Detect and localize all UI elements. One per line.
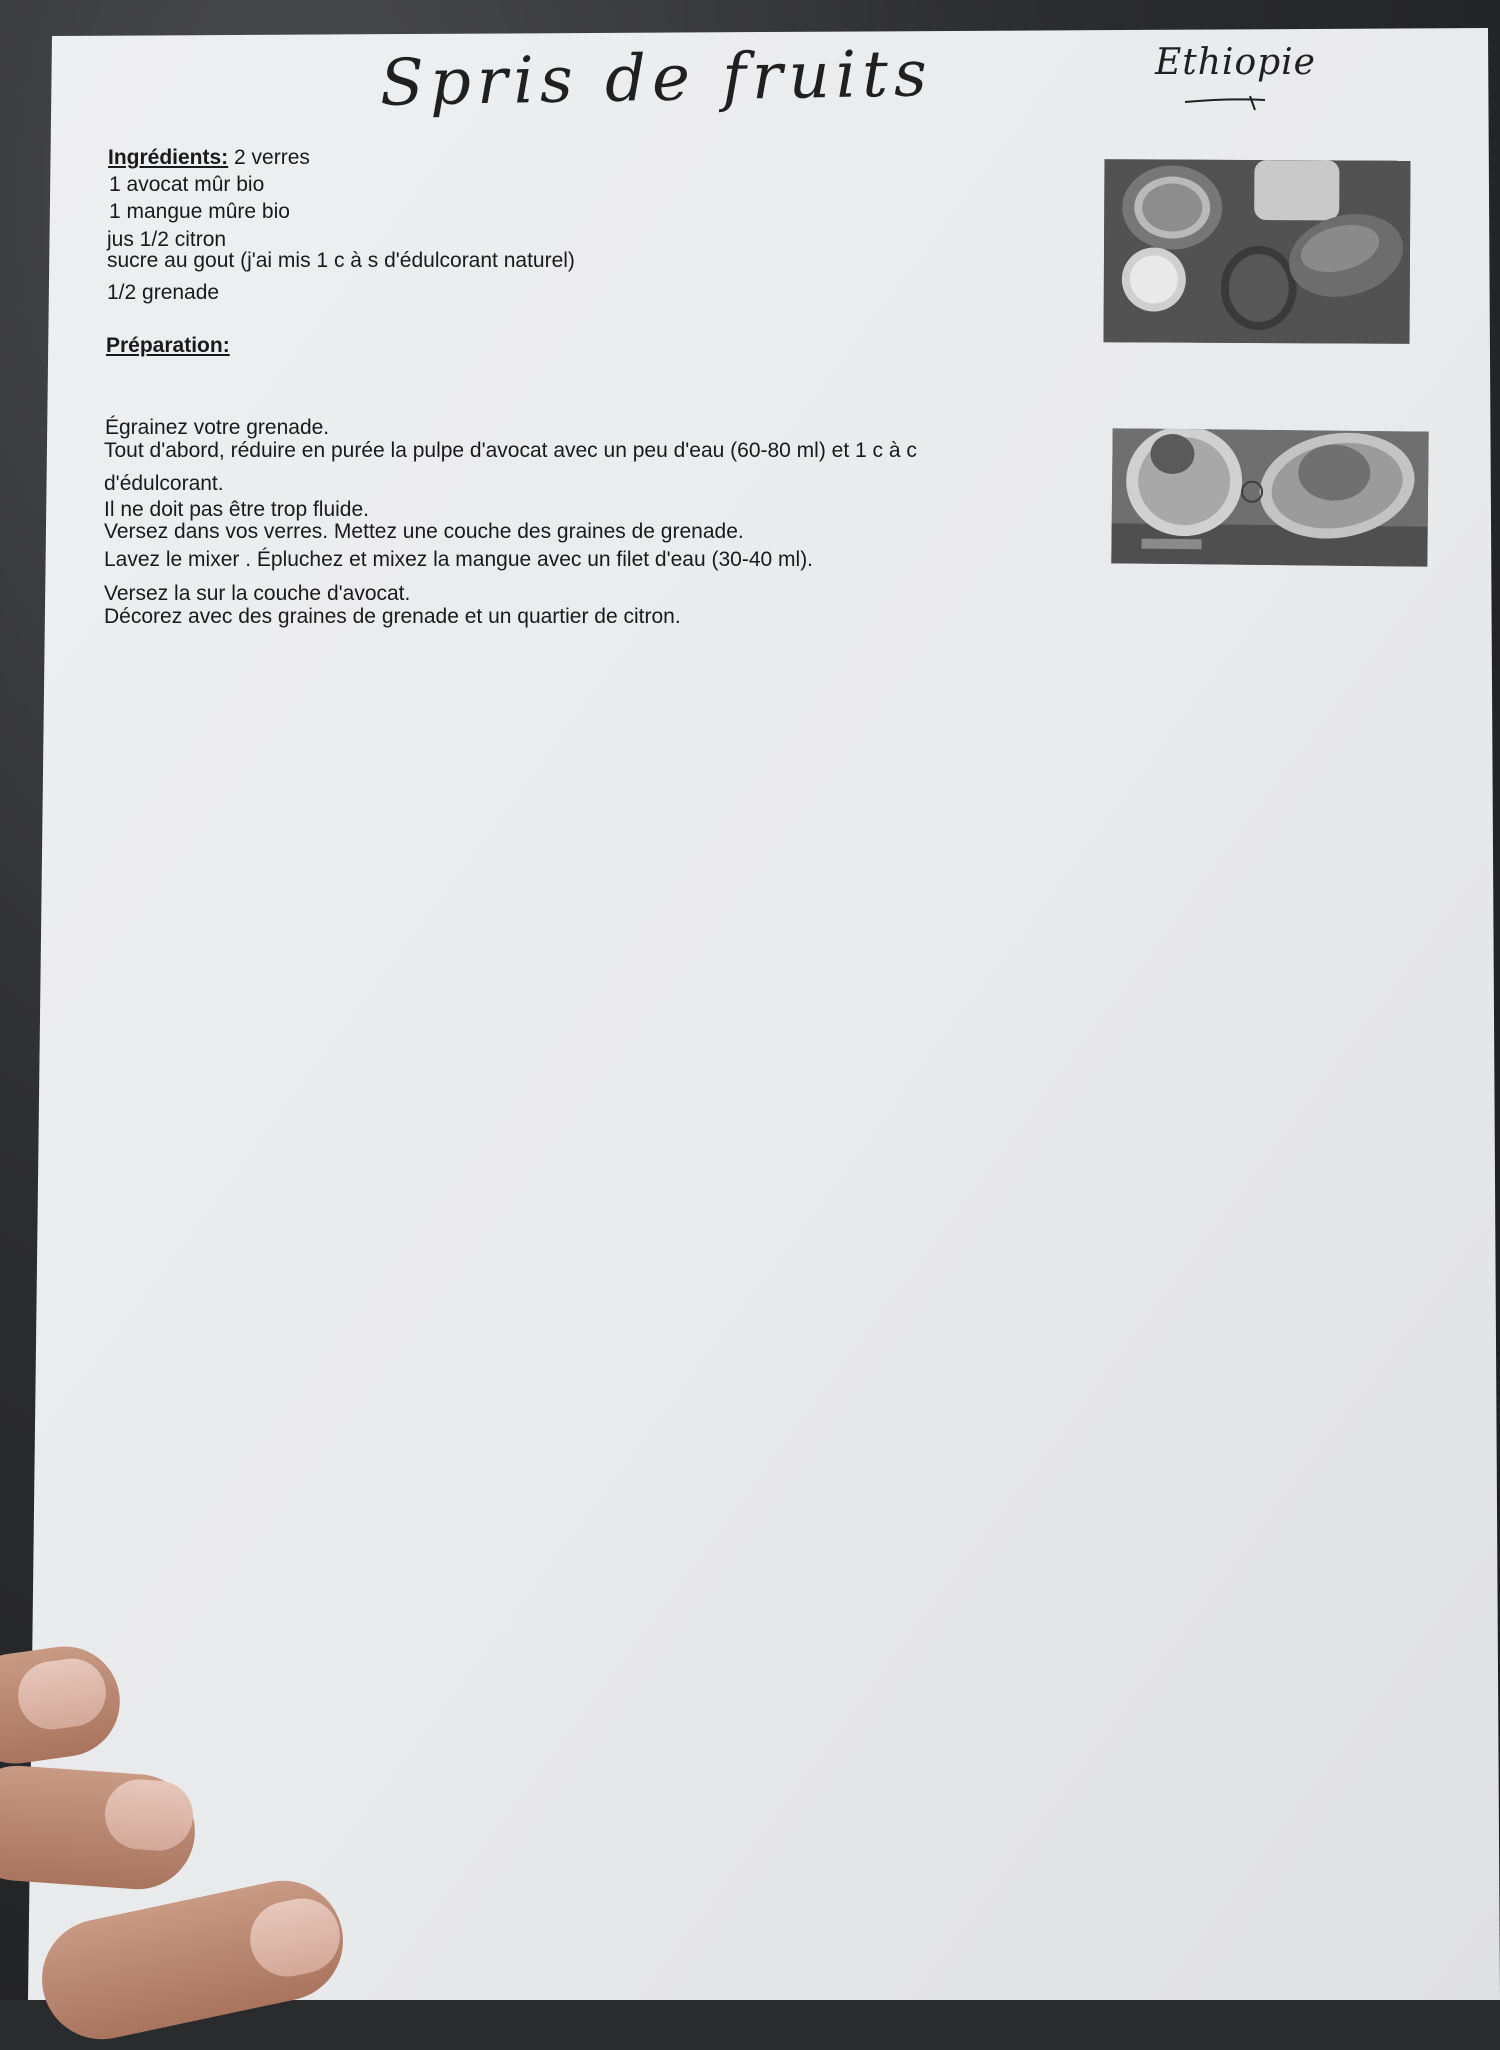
ingredients-heading: Ingrédients: (108, 146, 229, 169)
preparation-step: Versez dans vos verres. Mettez une couche des graines de grenade. (104, 520, 744, 543)
ingredient-item: 1 mangue mûre bio (109, 200, 290, 223)
preparation-step: Versez la sur la couche d'avocat. (104, 582, 411, 605)
servings: 2 verres (228, 146, 310, 169)
ingredients-line (108, 144, 310, 171)
preparation-step: Décorez avec des graines de grenade et un quartier de citron. (104, 605, 681, 628)
fruits-illustration (1104, 159, 1411, 344)
preparation-step: Il ne doit pas être trop fluide. (104, 498, 369, 521)
handwritten-title: Spris de fruits (379, 37, 934, 121)
ingredient-item: jus 1/2 citron (107, 228, 227, 251)
ingredient-item: 1 avocat mûr bio (109, 173, 265, 196)
preparation-step: Tout d'abord, réduire en purée la pulpe d'avocat avec un peu d'eau (60-80 ml) et 1 c à c (104, 439, 917, 462)
preparation-step: Lavez le mixer . Épluchez et mixez la mangue avec un filet d'eau (30-40 ml). (104, 548, 814, 571)
ingredient-item: 1/2 grenade (107, 281, 220, 304)
preparation-heading: Préparation: (106, 334, 230, 357)
ingredient-item: sucre au gout (j'ai mis 1 c à s d'édulcorant naturel) (107, 249, 575, 272)
avocado-illustration (1111, 428, 1428, 566)
preparation-step: d'édulcorant. (104, 472, 224, 495)
handwritten-origin: Ethiopie (1155, 42, 1316, 83)
fruits-photo (1104, 159, 1411, 344)
avocado-photo (1111, 428, 1428, 566)
preparation-step: Égrainez votre grenade. (105, 416, 330, 439)
